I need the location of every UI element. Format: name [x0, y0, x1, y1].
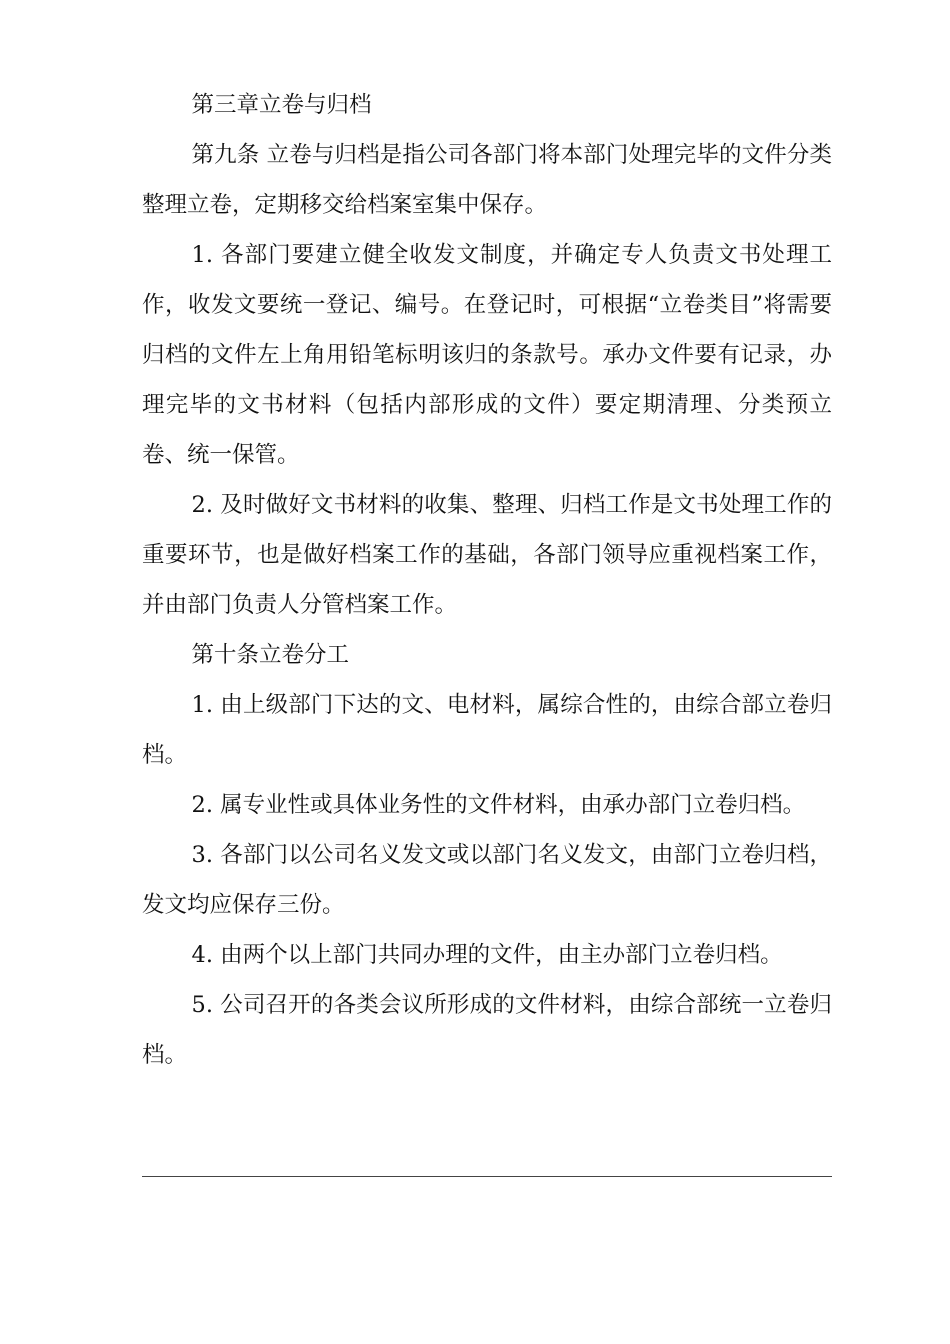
article-10-item-2: 2. 属专业性或具体业务性的文件材料，由承办部门立卷归档。: [191, 792, 806, 818]
article-9-item-2: 2. 及时做好文书材料的收集、整理、归档工作是文书处理工作的重要环节，也是做好档案工作的基础，各部门领导应重视档案工作，并由部门负责人分管档案工作。: [142, 492, 832, 618]
article-10-item-4: 4. 由两个以上部门共同办理的文件，由主办部门立卷归档。: [191, 942, 783, 968]
chapter-heading: 第三章立卷与归档: [191, 92, 372, 118]
article-10-item-5: 5. 公司召开的各类会议所形成的文件材料，由综合部统一立卷归档。: [142, 992, 832, 1068]
document-body: [142, 80, 832, 1080]
article-9-item-1: 1. 各部门要建立健全收发文制度，并确定专人负责文书处理工作，收发文要统一登记、编号。在登记时，可根据“立卷类目”将需要归档的文件左上角用铅笔标明该归的条款号。承办文件要有记录，办理完毕的文书材料（包括内部形成的文件）要定期清理、分类预立卷、统一保管。: [142, 242, 832, 468]
article-9-paragraph: 第九条 立卷与归档是指公司各部门将本部门处理完毕的文件分类整理立卷，定期移交给档案室集中保存。: [142, 142, 832, 218]
footer-divider: [142, 1176, 832, 1177]
article-10-item-3: 3. 各部门以公司名义发文或以部门名义发文，由部门立卷归档，发文均应保存三份。: [142, 842, 832, 918]
article-10-item-1: 1. 由上级部门下达的文、电材料，属综合性的，由综合部立卷归档。: [142, 692, 832, 768]
article-10-heading: 第十条立卷分工: [191, 642, 350, 668]
